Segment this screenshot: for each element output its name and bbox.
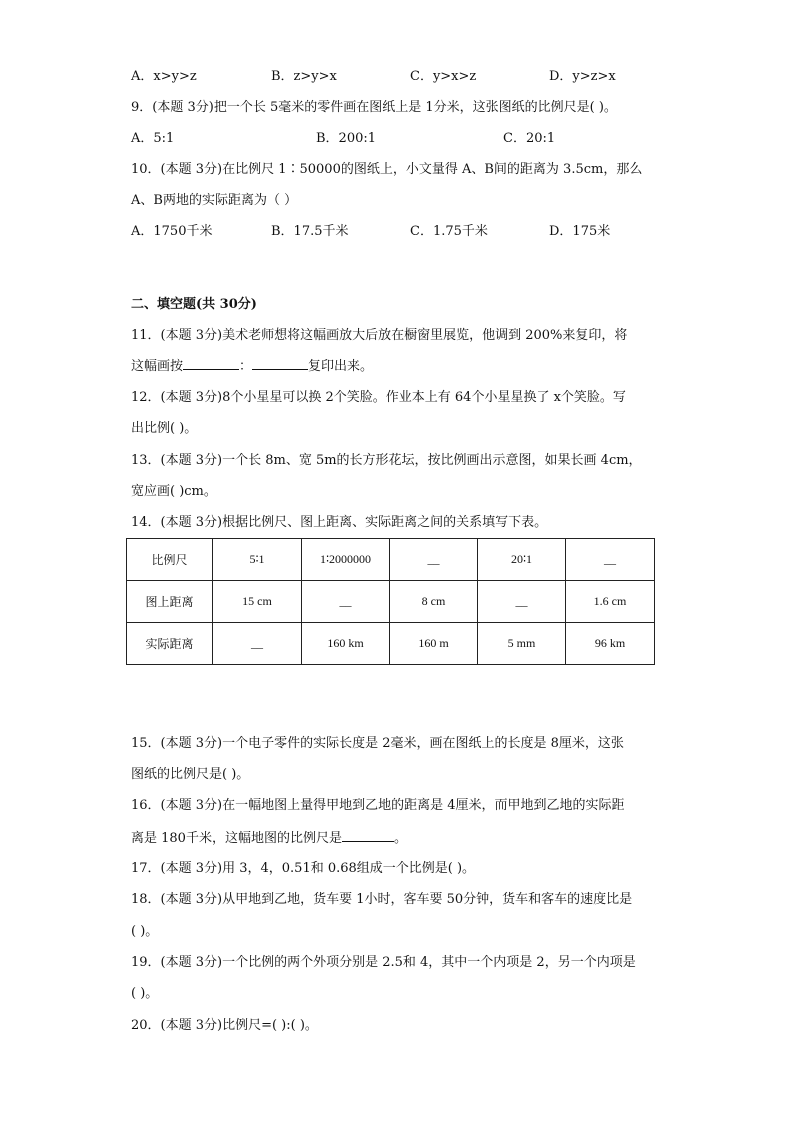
scale-table (126, 538, 655, 665)
q16-text-a: 离是 180千米，这幅地图的比例尺是 (131, 831, 342, 846)
table-cell-blank: __ (213, 623, 302, 665)
section-2-title: 二、填空题(共 30分) (131, 297, 257, 312)
table-cell: 5∶1 (213, 539, 302, 581)
q9-option-c: C．20:1 (503, 131, 556, 146)
q11-text-a: 这幅画按 (131, 359, 184, 374)
q8-option-a: A．x>y>z (131, 69, 197, 84)
q15-line2: 图纸的比例尺是( )。 (131, 767, 250, 782)
q16-line2 (131, 829, 407, 848)
table-cell-blank: __ (478, 581, 566, 623)
q18-line2: ( )。 (131, 924, 159, 939)
q16-line1: 16．(本题 3分)在一幅地图上量得甲地到乙地的距离是 4厘米，而甲地到乙地的实际距 (131, 798, 625, 813)
q10-line2: A、B两地的实际距离为（ ） (131, 193, 298, 208)
table-cell: 15 cm (213, 581, 302, 623)
q10-option-b: B．17.5千米 (271, 224, 349, 239)
q11-text-b: 复印出来。 (308, 359, 374, 374)
table-cell: 5 mm (478, 623, 566, 665)
q13-line1: 13．(本题 3分)一个长 8m、宽 5m的长方形花坛，按比例画出示意图，如果长画 4cm， (131, 453, 642, 468)
table-cell-blank: __ (390, 539, 478, 581)
q8-option-d: D．y>z>x (549, 69, 616, 84)
q20-line1: 20．(本题 3分)比例尺=( ):( )。 (131, 1018, 318, 1033)
q9-text: 9．(本题 3分)把一个长 5毫米的零件画在图纸上是 1分米，这张图纸的比例尺是( )。 (131, 100, 617, 115)
q19-line2: ( )。 (131, 986, 159, 1001)
q9-option-b: B．200:1 (316, 131, 377, 146)
table-cell: 1∶2000000 (302, 539, 390, 581)
q11-line2 (131, 357, 373, 376)
q10-options (131, 223, 691, 241)
q9-options (131, 130, 691, 148)
q18-line1: 18．(本题 3分)从甲地到乙地，货车要 1小时，客车要 50分钟，货车和客车的速度比是 (131, 892, 633, 907)
table-row (127, 581, 655, 623)
q10-option-c: C．1.75千米 (410, 224, 488, 239)
row-header-scale: 比例尺 (127, 539, 213, 581)
table-row (127, 623, 655, 665)
table-cell: 8 cm (390, 581, 478, 623)
q17-line1: 17．(本题 3分)用 3，4，0.51和 0.68组成一个比例是( )。 (131, 861, 476, 876)
row-header-actual-distance: 实际距离 (127, 623, 213, 665)
q8-option-b: B．z>y>x (271, 69, 337, 84)
table-cell: 96 km (566, 623, 655, 665)
q11-colon: ： (239, 359, 253, 374)
q11-blank-2 (252, 357, 308, 370)
table-cell: 160 m (390, 623, 478, 665)
q11-blank-1 (183, 357, 239, 370)
q19-line1: 19．(本题 3分)一个比例的两个外项分别是 2.5和 4，其中一个内项是 2，另一个内项是 (131, 955, 636, 970)
q15-line1: 15．(本题 3分)一个电子零件的实际长度是 2毫米，画在图纸上的长度是 8厘米，这张 (131, 736, 624, 751)
table-cell: 1.6 cm (566, 581, 655, 623)
table-row (127, 539, 655, 581)
q16-blank (342, 829, 394, 842)
q11-line1: 11．(本题 3分)美术老师想将这幅画放大后放在橱窗里展览，他调到 200%来复印，将 (131, 328, 628, 343)
q10-option-a: A．1750千米 (131, 224, 213, 239)
q8-option-c: C．y>x>z (410, 69, 477, 84)
q13-line2: 宽应画( )cm。 (131, 484, 217, 499)
q12-line1: 12．(本题 3分)8个小星星可以换 2个笑脸。作业本上有 64个小星星换了 x个笑脸。写 (131, 390, 626, 405)
q16-text-b: 。 (393, 831, 407, 846)
table-cell-blank: __ (302, 581, 390, 623)
table-cell: 20∶1 (478, 539, 566, 581)
row-header-map-distance: 图上距离 (127, 581, 213, 623)
q10-line1: 10．(本题 3分)在比例尺 1∶50000的图纸上，小文量得 A、B间的距离为 3.5cm，那么 (131, 162, 643, 177)
q14-text: 14．(本题 3分)根据比例尺、图上距离、实际距离之间的关系填写下表。 (131, 515, 548, 530)
q10-option-d: D．175米 (549, 224, 611, 239)
q8-options (131, 68, 691, 86)
table-cell: 160 km (302, 623, 390, 665)
q12-line2: 出比例( )。 (131, 421, 198, 436)
q9-option-a: A．5:1 (131, 131, 175, 146)
table-cell-blank: __ (566, 539, 655, 581)
